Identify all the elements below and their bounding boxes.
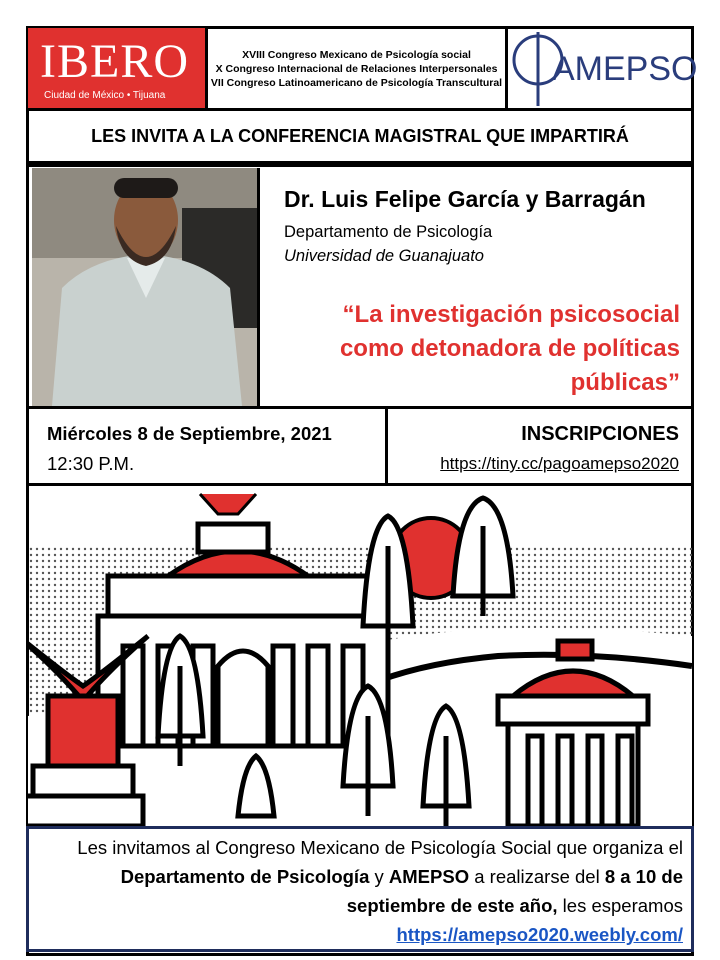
- amepso-logo-word: AMEPSO: [552, 49, 698, 88]
- invitation-text-part: les esperamos: [557, 895, 683, 916]
- invitation-dates: 8 a 10 de septiembre de este año,: [346, 866, 683, 916]
- ibero-logo-subtitle: Ciudad de México • Tijuana: [44, 90, 166, 101]
- invitation-text-part: y: [369, 866, 389, 887]
- speaker-department: Departamento de Psicología: [284, 223, 493, 241]
- invitation-amepso: AMEPSO: [388, 866, 470, 887]
- speaker-photo: [32, 168, 260, 406]
- speaker-university: Universidad de Guanajuato: [284, 247, 484, 265]
- amepso-emblem-icon: [508, 28, 568, 110]
- invitation-department: Departamento de Psicología: [120, 866, 370, 887]
- ibero-logo-word: IBERO: [40, 35, 189, 88]
- invite-text: LES INVITA A LA CONFERENCIA MAGISTRAL QUE IMPARTIRÁ: [91, 125, 629, 146]
- event-date: Miércoles 8 de Septiembre, 2021: [47, 423, 332, 444]
- ibero-logo: [28, 28, 208, 110]
- invitation-text-part: a realizarse del: [469, 866, 605, 887]
- registration-box: [385, 406, 694, 486]
- event-datetime: [26, 406, 388, 486]
- talk-title: “La investigación psicosocial como detonadora de políticas públicas”: [339, 301, 680, 396]
- congress-invitation: [26, 826, 694, 952]
- speaker-name: Dr. Luis Felipe García y Barragán: [284, 186, 646, 212]
- registration-link[interactable]: https://tiny.cc/pagoamepso2020: [440, 454, 679, 473]
- congress-line: VII Congreso Latinoamericano de Psicología Transcultural: [210, 77, 503, 89]
- invitation-text: [37, 833, 683, 920]
- amepso-logo: [508, 28, 698, 110]
- invitation-text-part: Les invitamos al Congreso Mexicano de Psicología Social que organiza el: [77, 837, 683, 858]
- congress-line: XVIII Congreso Mexicano de Psicología social: [242, 49, 471, 61]
- congress-website-link[interactable]: https://amepso2020.weebly.com/: [396, 924, 683, 945]
- registration-title: INSCRIPCIONES: [521, 423, 679, 445]
- city-illustration: [28, 486, 692, 826]
- speaker-info: [262, 164, 694, 410]
- event-time: 12:30 P.M.: [47, 453, 135, 474]
- congress-line: X Congreso Internacional de Relaciones Interpersonales: [215, 63, 498, 75]
- congress-names: [208, 28, 508, 110]
- invite-banner: [26, 108, 694, 164]
